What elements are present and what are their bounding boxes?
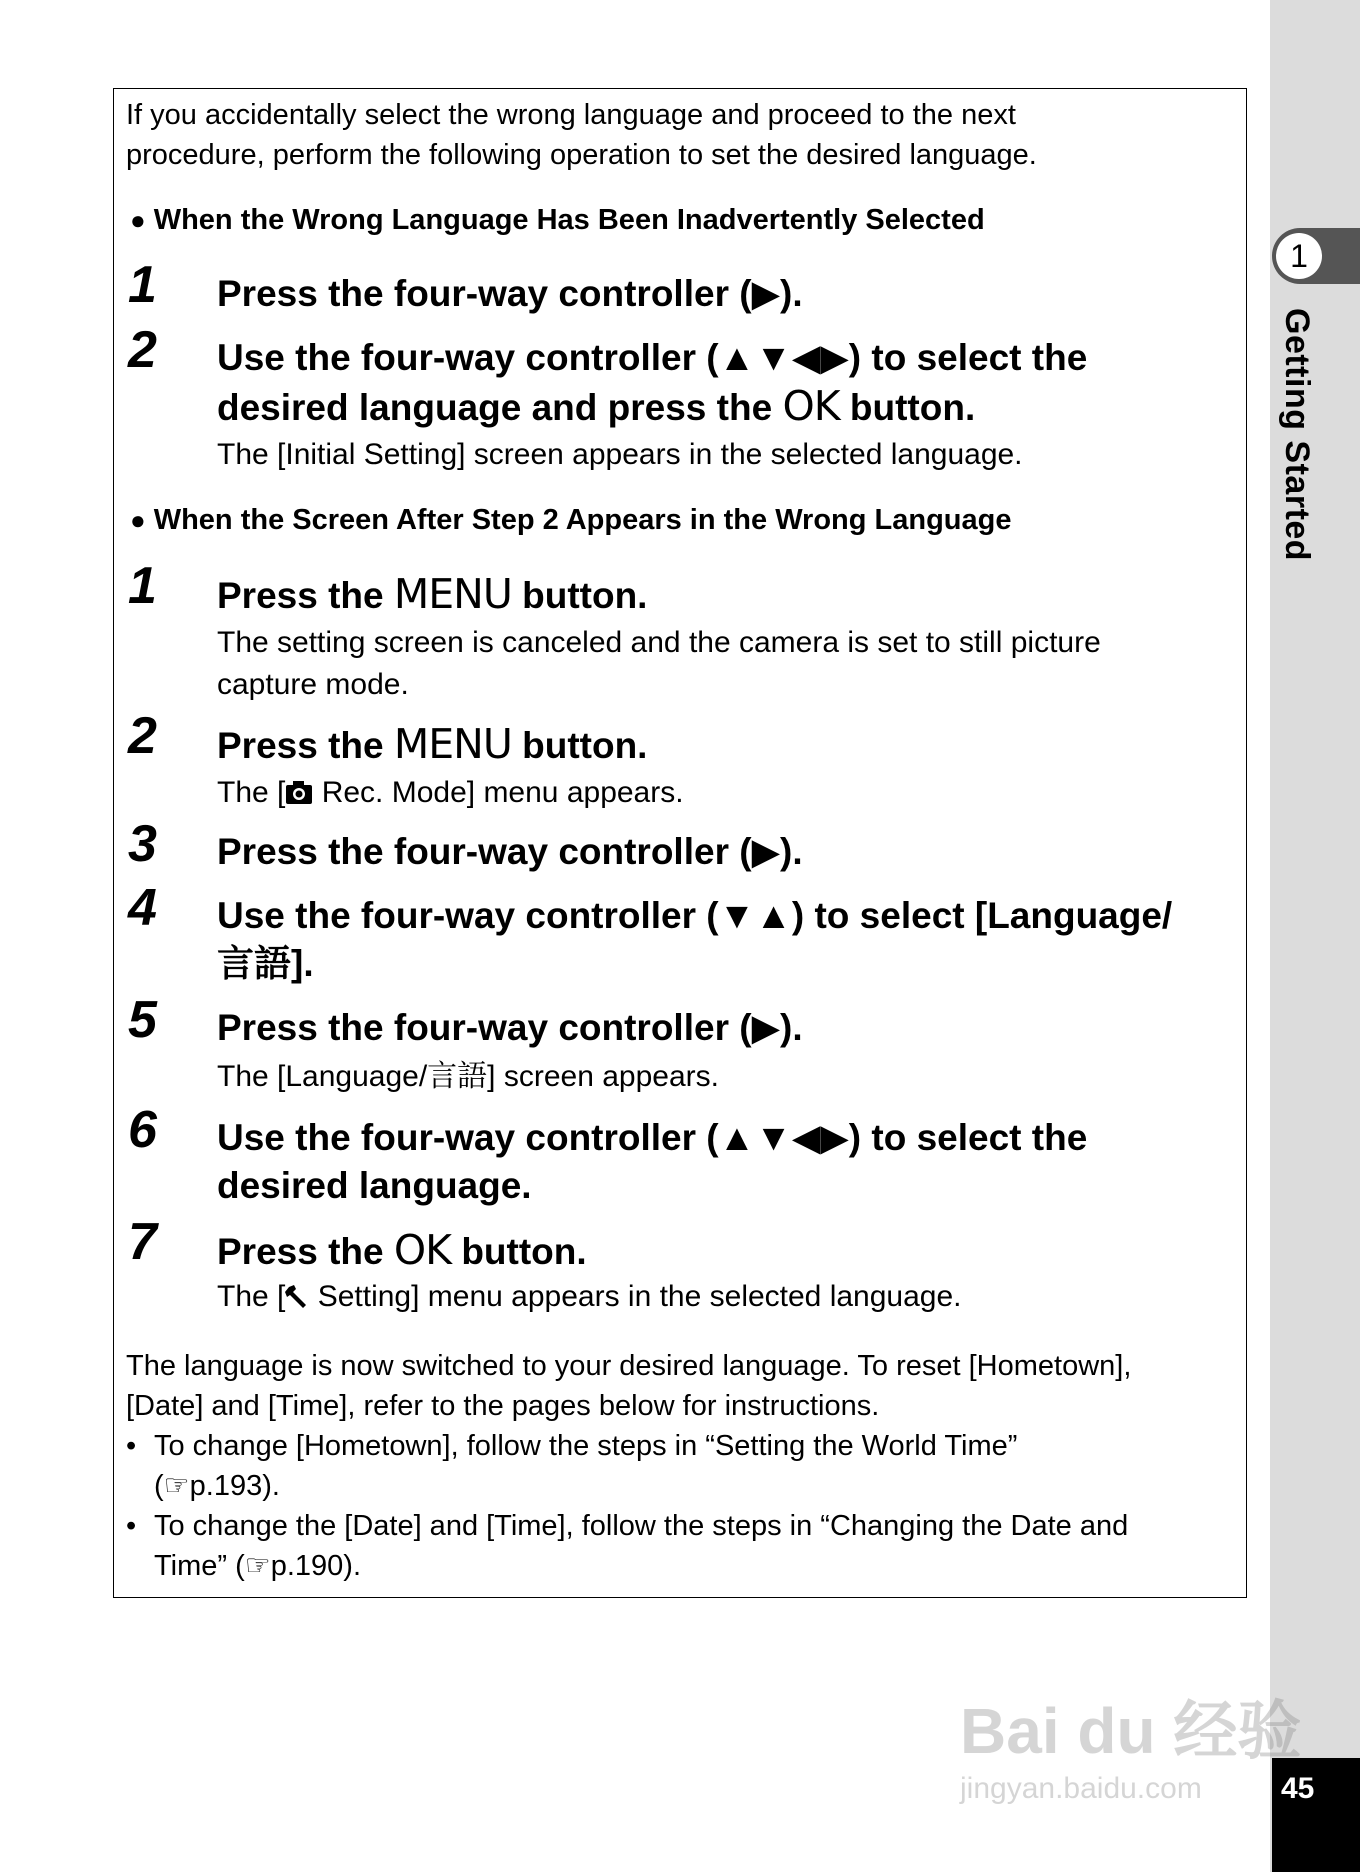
baidu-watermark bbox=[960, 1680, 1301, 1806]
step-result-text bbox=[217, 772, 684, 817]
reference-link-p190: Time” (☞p.190). bbox=[154, 1550, 362, 1582]
step-number: 1 bbox=[128, 256, 155, 314]
step-number: 5 bbox=[128, 991, 155, 1049]
reference-bullet-2 bbox=[126, 1506, 1128, 1546]
step-result-segment: The [ bbox=[217, 1280, 286, 1313]
step-text bbox=[217, 570, 647, 620]
chapter-number: 1 bbox=[1276, 233, 1322, 279]
bullet-dot-icon: • bbox=[126, 1430, 137, 1462]
section-heading-1 bbox=[130, 204, 985, 237]
step-text-line-1: Use the four-way controller (▲▼◀▶) to select the bbox=[217, 337, 1088, 378]
section-heading-2 bbox=[130, 504, 1011, 537]
step-text-line-2: desired language. bbox=[217, 1165, 532, 1206]
step-text: Press the four-way controller (▶). bbox=[217, 831, 803, 872]
step-text-segment: button. bbox=[451, 1231, 587, 1272]
step-text-line-2: 言語]. bbox=[217, 943, 314, 984]
step-text-segment: button. bbox=[511, 575, 648, 616]
bullet-dot-icon: ● bbox=[130, 205, 146, 235]
step-text-segment: Press the bbox=[217, 725, 394, 766]
ok-button-label: OK bbox=[782, 382, 840, 430]
step-number: 7 bbox=[128, 1213, 155, 1271]
step-result-line-2: capture mode. bbox=[217, 668, 409, 701]
bullet-dot-icon: • bbox=[126, 1510, 137, 1542]
closing-line-2: [Date] and [Time], refer to the pages below for instructions. bbox=[126, 1390, 880, 1422]
step-text-line-1: Use the four-way controller (▲▼◀▶) to select the bbox=[217, 1117, 1088, 1158]
chapter-title: Getting Started bbox=[1278, 308, 1316, 562]
step-text-segment: Press the bbox=[217, 1231, 394, 1272]
step-text-segment: button. bbox=[511, 725, 648, 766]
reference-link-p193: (☞p.193). bbox=[154, 1470, 280, 1502]
step-result-text bbox=[217, 1276, 962, 1321]
step-result-segment: Rec. Mode] menu appears. bbox=[313, 776, 684, 809]
page-number: 45 bbox=[1281, 1772, 1315, 1805]
step-result-text: The [Initial Setting] screen appears in the selected language. bbox=[217, 438, 1023, 471]
step-text bbox=[217, 720, 647, 770]
intro-line-2: procedure, perform the following operation to set the desired language. bbox=[126, 139, 1037, 171]
step-text: Press the four-way controller (▶). bbox=[217, 1007, 803, 1048]
step-number: 6 bbox=[128, 1101, 155, 1159]
step-text: Press the four-way controller (▶). bbox=[217, 273, 803, 314]
step-text-line-1: Use the four-way controller (▼▲) to select [Language/ bbox=[217, 895, 1173, 936]
watermark-logo: Bai du 经验 bbox=[960, 1695, 1302, 1767]
reference-bullet-1-line-1: To change [Hometown], follow the steps in “Setting the World Time” bbox=[154, 1430, 1018, 1462]
step-number: 4 bbox=[128, 879, 155, 937]
step-text-segment: desired language and press the bbox=[217, 387, 783, 428]
step-text-segment: button. bbox=[839, 387, 976, 428]
step-number: 2 bbox=[128, 707, 155, 765]
step-text-segment: Press the bbox=[217, 575, 394, 616]
ok-button-label: OK bbox=[393, 1226, 452, 1274]
step-result-line-1: The setting screen is canceled and the camera is set to still picture bbox=[217, 626, 1101, 659]
step-number: 2 bbox=[128, 321, 155, 379]
section-heading-2-text: When the Screen After Step 2 Appears in the Wrong Language bbox=[153, 504, 1012, 536]
camera-icon bbox=[285, 775, 313, 817]
intro-line-1: If you accidentally select the wrong language and proceed to the next bbox=[126, 99, 1016, 131]
reference-bullet-1 bbox=[126, 1426, 1017, 1466]
section-heading-1-text: When the Wrong Language Has Been Inadvertently Selected bbox=[153, 204, 985, 236]
step-result-segment: Setting] menu appears in the selected language. bbox=[309, 1280, 962, 1313]
menu-button-label: MENU bbox=[393, 570, 512, 618]
closing-line-1: The language is now switched to your desired language. To reset [Hometown], bbox=[126, 1350, 1132, 1382]
step-result-text: The [Language/言語] screen appears. bbox=[217, 1060, 719, 1093]
step-text bbox=[217, 1226, 587, 1276]
step-number: 1 bbox=[128, 557, 155, 615]
wrench-icon bbox=[285, 1279, 309, 1321]
reference-bullet-2-line-1: To change the [Date] and [Time], follow the steps in “Changing the Date and bbox=[154, 1510, 1129, 1542]
step-result-segment: The [ bbox=[217, 776, 286, 809]
menu-button-label: MENU bbox=[393, 720, 512, 768]
watermark-url: jingyan.baidu.com bbox=[960, 1772, 1202, 1805]
bullet-dot-icon: ● bbox=[130, 505, 146, 535]
step-text-line-2 bbox=[217, 382, 975, 432]
step-number: 3 bbox=[128, 815, 155, 873]
